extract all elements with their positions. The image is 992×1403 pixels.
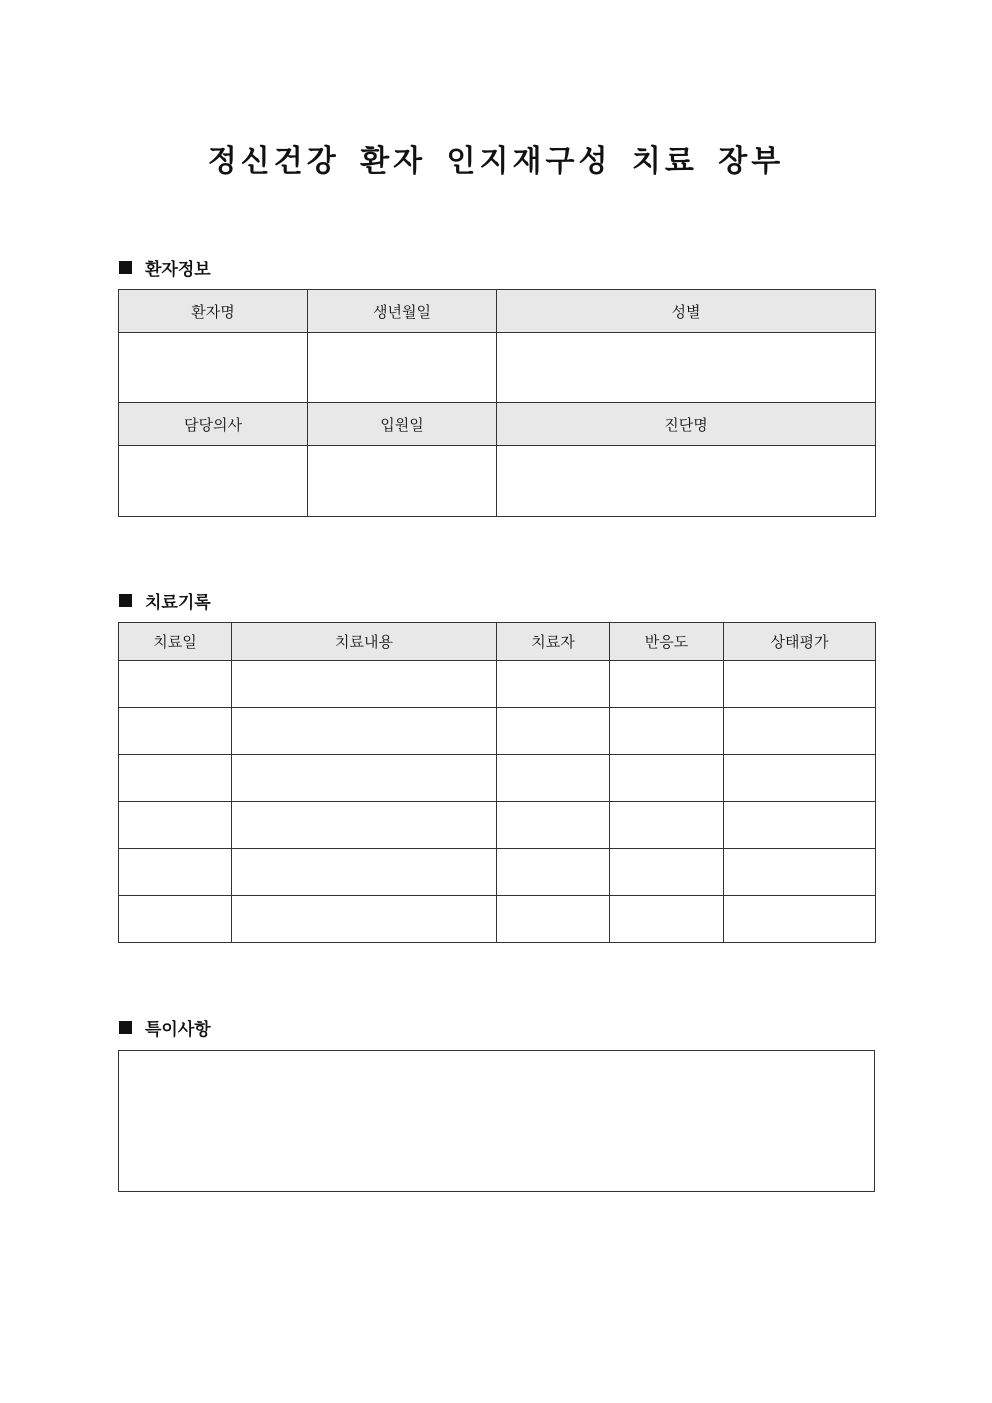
header-cell-response: 반응도 (610, 623, 724, 661)
table-cell[interactable] (724, 755, 876, 802)
notes-box[interactable] (118, 1050, 875, 1192)
section-heading-treatment-records (119, 588, 211, 613)
header-cell-therapist: 치료자 (497, 623, 610, 661)
header-cell-admission-date: 입원일 (308, 403, 497, 446)
treatment-records-table (118, 622, 876, 943)
header-cell-diagnosis: 진단명 (497, 403, 876, 446)
input-row (119, 333, 876, 403)
document-title: 정신건강 환자 인지재구성 치료 장부 (207, 144, 785, 179)
table-cell[interactable] (724, 849, 876, 896)
section-heading-notes (119, 1015, 211, 1040)
table-cell[interactable] (610, 755, 724, 802)
table-cell[interactable] (724, 896, 876, 943)
table-cell[interactable] (497, 802, 610, 849)
square-bullet-icon (119, 261, 132, 274)
table-cell[interactable] (232, 849, 497, 896)
input-cell-doctor[interactable] (119, 446, 308, 517)
table-cell[interactable] (232, 755, 497, 802)
table-row (119, 896, 876, 943)
table-cell[interactable] (119, 661, 232, 708)
table-cell[interactable] (497, 849, 610, 896)
input-cell-patient-name[interactable] (119, 333, 308, 403)
section-heading-label: 치료기록 (145, 593, 211, 613)
table-cell[interactable] (610, 802, 724, 849)
record-rows (119, 661, 876, 943)
header-cell-birthdate: 생년월일 (308, 290, 497, 333)
header-cell-patient-name: 환자명 (119, 290, 308, 333)
table-cell[interactable] (119, 708, 232, 755)
header-cell-doctor: 담당의사 (119, 403, 308, 446)
table-cell[interactable] (497, 661, 610, 708)
section-heading-patient-info (119, 255, 211, 280)
square-bullet-icon (119, 1021, 132, 1034)
square-bullet-icon (119, 594, 132, 607)
header-row (119, 623, 876, 661)
table-cell[interactable] (232, 661, 497, 708)
table-cell[interactable] (232, 708, 497, 755)
input-row (119, 446, 876, 517)
input-cell-birthdate[interactable] (308, 333, 497, 403)
table-cell[interactable] (119, 802, 232, 849)
table-cell[interactable] (610, 896, 724, 943)
table-cell[interactable] (497, 708, 610, 755)
table-cell[interactable] (610, 849, 724, 896)
patient-info-table (118, 289, 876, 517)
table-row (119, 849, 876, 896)
header-cell-treatment-date: 치료일 (119, 623, 232, 661)
header-row (119, 403, 876, 446)
table-row (119, 708, 876, 755)
table-cell[interactable] (610, 708, 724, 755)
section-heading-label: 특이사항 (145, 1020, 211, 1040)
header-cell-treatment-content: 치료내용 (232, 623, 497, 661)
table-cell[interactable] (119, 896, 232, 943)
header-cell-gender: 성별 (497, 290, 876, 333)
section-heading-label: 환자정보 (145, 260, 211, 280)
header-cell-status-evaluation: 상태평가 (724, 623, 876, 661)
table-cell[interactable] (610, 661, 724, 708)
input-cell-admission-date[interactable] (308, 446, 497, 517)
input-cell-diagnosis[interactable] (497, 446, 876, 517)
table-cell[interactable] (497, 896, 610, 943)
table-cell[interactable] (497, 755, 610, 802)
table-cell[interactable] (119, 755, 232, 802)
table-cell[interactable] (232, 896, 497, 943)
table-cell[interactable] (119, 849, 232, 896)
header-row (119, 290, 876, 333)
table-cell[interactable] (724, 802, 876, 849)
table-row (119, 661, 876, 708)
input-cell-gender[interactable] (497, 333, 876, 403)
table-row (119, 755, 876, 802)
table-row (119, 802, 876, 849)
table-cell[interactable] (724, 708, 876, 755)
table-cell[interactable] (232, 802, 497, 849)
table-cell[interactable] (724, 661, 876, 708)
